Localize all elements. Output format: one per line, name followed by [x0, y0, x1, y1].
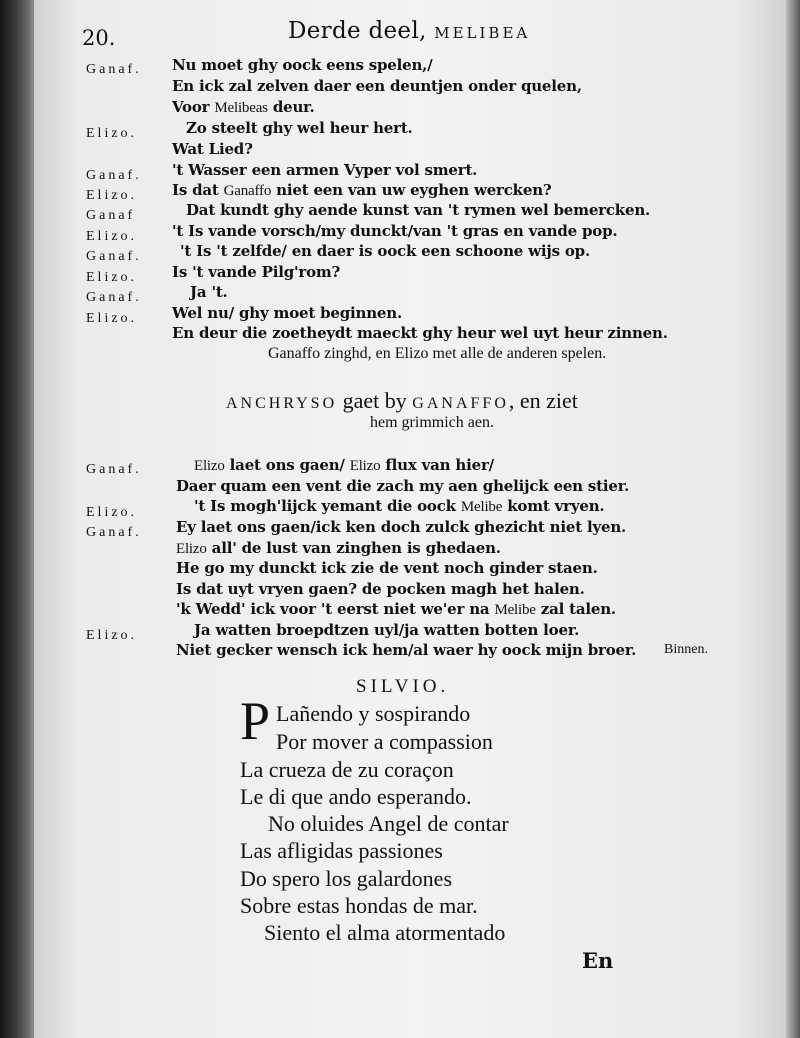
song-line: Le di que ando esperando. [240, 784, 472, 809]
stage-direction-heading-line2: hem grimmich aen. [370, 414, 494, 431]
song-line: Do spero los galardones [240, 866, 453, 891]
verse-line: Ja watten broepdtzen uyl/ja watten botten loer. [194, 621, 580, 639]
verse-line: En ick zal zelven daer een deuntjen onder quelen, [172, 77, 582, 95]
verse-line: Niet gecker wensch ick hem/al waer hy oock mijn broer. [176, 641, 637, 659]
page-number: 20. [82, 26, 116, 50]
verse-line: Wat Lied? [172, 140, 253, 158]
verse-line: Is 't vande Pilg'rom? [172, 263, 341, 281]
verse-line: Is dat Ganaffo niet een van uw eyghen wercken? [172, 181, 552, 199]
speaker-label: Elizo. [86, 188, 138, 203]
song-line: Sobre estas hondas de mar. [240, 893, 478, 918]
speaker-label: Ganaf. [86, 290, 142, 305]
stage-direction-heading: ANCHRYSO gaet by GANAFFO, en ziet [226, 388, 578, 413]
verse-line: Is dat uyt vryen gaen? de pocken magh het halen. [176, 580, 585, 598]
song-line: Por mover a compassion [276, 729, 493, 754]
speaker-label: Ganaf. [86, 249, 142, 264]
speaker-label: Ganaf. [86, 62, 142, 77]
catchword: En [582, 948, 614, 973]
exit-direction: Binnen. [664, 642, 708, 657]
speaker-label: Ganaf. [86, 525, 142, 540]
verse-line: Ja 't. [190, 283, 228, 301]
verse-line: Elizo all' de lust van zinghen is ghedaen. [176, 539, 501, 557]
verse-line: 't Is vande vorsch/my dunckt/van 't gras en vande pop. [172, 222, 618, 240]
verse-line: 't Is 't zelfde/ en daer is oock een schoone wijs op. [180, 242, 590, 260]
speaker-label: Elizo. [86, 126, 138, 141]
song-line: Lañendo y sospirando [276, 701, 471, 726]
song-heading: SILVIO. [356, 676, 450, 697]
stage-direction: Ganaffo zinghd, en Elizo met alle de anderen spelen. [268, 345, 607, 362]
verse-line: Ey laet ons gaen/ick ken doch zulck ghezicht niet lyen. [176, 518, 627, 536]
verse-line: Zo steelt ghy wel heur hert. [186, 119, 413, 137]
verse-line: 't Wasser een armen Vyper vol smert. [172, 161, 478, 179]
speaker-label: Elizo. [86, 229, 138, 244]
speaker-label: Elizo. [86, 311, 138, 326]
page-edge-shadow [786, 0, 800, 1038]
verse-line: Wel nu/ ghy moet beginnen. [172, 304, 403, 322]
speaker-label: Elizo. [86, 270, 138, 285]
speaker-label: Ganaf. [86, 168, 142, 183]
drop-capital: P [240, 691, 271, 751]
verse-line: 't Is mogh'lijck yemant die oock Melibe komt vryen. [194, 497, 605, 515]
speaker-label: Elizo. [86, 505, 138, 520]
running-header-prefix: Derde deel, [288, 18, 427, 44]
song-line: Las afligidas passiones [240, 838, 443, 863]
speaker-label: Ganaf [86, 208, 136, 223]
speaker-label: Ganaf. [86, 462, 142, 477]
verse-line: Daer quam een vent die zach my aen ghelijck een stier. [176, 477, 630, 495]
speaker-label: Elizo. [86, 628, 138, 643]
verse-line: Elizo laet ons gaen/ Elizo flux van hier/ [194, 456, 494, 474]
verse-line: Voor Melibeas deur. [172, 98, 315, 116]
verse-line: Dat kundt ghy aende kunst van 't rymen wel bemercken. [186, 201, 651, 219]
verse-line: 'k Wedd' ick voor 't eerst niet we'er na Melibe zal talen. [176, 600, 616, 618]
song-line: No oluides Angel de contar [268, 811, 509, 836]
verse-line: En deur die zoetheydt maeckt ghy heur wel uyt heur zinnen. [172, 324, 668, 342]
running-header-name: MELIBEA [434, 24, 531, 42]
verse-line: Nu moet ghy oock eens spelen,/ [172, 56, 433, 74]
running-header [288, 18, 530, 44]
song-line: La crueza de zu coraçon [240, 757, 454, 782]
verse-line: He go my dunckt ick zie de vent noch ginder staen. [176, 559, 598, 577]
song-line: Siento el alma atormentado [264, 920, 506, 945]
